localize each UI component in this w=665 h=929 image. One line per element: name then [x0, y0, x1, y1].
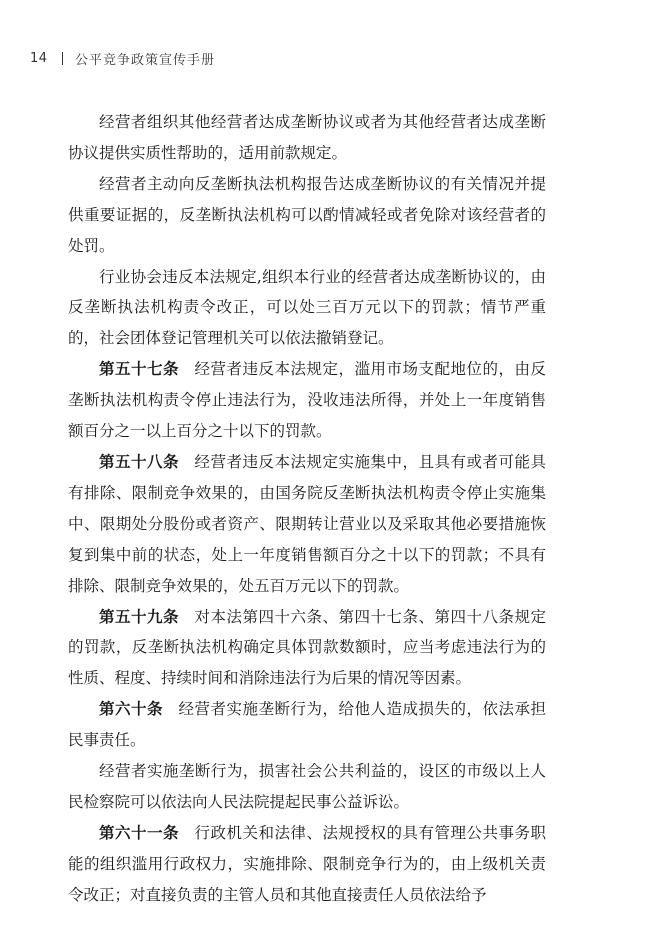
- article-label: 第五十九条: [99, 607, 179, 626]
- paragraph-text: 经营者主动向反垄断执法机构报告达成垄断协议的有关情况并提供重要证据的，反垄断执法机构可以酌情减轻或者免除对该经营者的处罚。: [68, 174, 546, 255]
- article-59: [68, 602, 546, 695]
- paragraph-text: 经营者违反本法规定，滥用市场支配地位的，由反垄断执法机构责令停止违法行为，没收违法所得，并处上一年度销售额百分之一以上百分之十以下的罚款。: [68, 360, 546, 441]
- paragraph-text: 行政机关和法律、法规授权的具有管理公共事务职能的组织滥用行政权力，实施排除、限制竞争行为的，由上级机关责令改正；对直接负责的主管人员和其他直接责任人员依法给予: [68, 823, 546, 904]
- article-label: 第五十八条: [99, 452, 179, 471]
- paragraph-text: 经营者组织其他经营者达成垄断协议或者为其他经营者达成垄断协议提供实质性帮助的，适用前款规定。: [68, 113, 546, 162]
- article-label: 第五十七条: [99, 360, 179, 379]
- article-label: 第六十一条: [99, 823, 179, 842]
- article-57: [68, 354, 546, 447]
- article-60: [68, 694, 546, 756]
- paragraph-text: 行业协会违反本法规定,组织本行业的经营者达成垄断协议的，由反垄断执法机构责令改正，可以处三百万元以下的罚款；情节严重的，社会团体登记管理机关可以依法撤销登记。: [68, 267, 546, 348]
- paragraph-3: [68, 262, 546, 355]
- page-number: 14: [30, 50, 48, 66]
- paragraph-text: 对本法第四十六条、第四十七条、第四十八条规定的罚款，反垄断执法机构确定具体罚款数额时，应当考虑违法行为的 性质、程度、持续时间和消除违法行为后果的情况等因素。: [68, 607, 546, 688]
- paragraph-text: 经营者实施垄断行为，损害社会公共利益的，设区的市级以上人民检察院可以依法向人民法院提起民事公益诉讼。: [68, 762, 546, 811]
- paragraph-8: [68, 756, 546, 818]
- paragraph-2: [68, 169, 546, 262]
- paragraph-text: 经营者实施垄断行为，给他人造成损失的，依法承担民事责任。: [68, 700, 546, 750]
- paragraph-1: [68, 107, 546, 169]
- page-body: [68, 107, 546, 911]
- article-61: [68, 818, 546, 911]
- book-title: 公平竞争政策宣传手册: [75, 52, 216, 68]
- article-58: [68, 447, 546, 602]
- paragraph-text: 经营者违反本法规定实施集中，且具有或者可能具有排除、限制竞争效果的，由国务院反垄断执法机构责令停止实施集中、限期处分股份或者资产、限期转让营业以及采取其他必要措施恢复到集中前的状态，处上一年度销售额百分之十以下的罚款；不具有排除、限制竞争效果的，处五百万元以下的罚款。: [68, 452, 546, 595]
- header-divider: [62, 52, 64, 65]
- article-label: 第六十条: [99, 700, 163, 719]
- running-header: [30, 48, 215, 68]
